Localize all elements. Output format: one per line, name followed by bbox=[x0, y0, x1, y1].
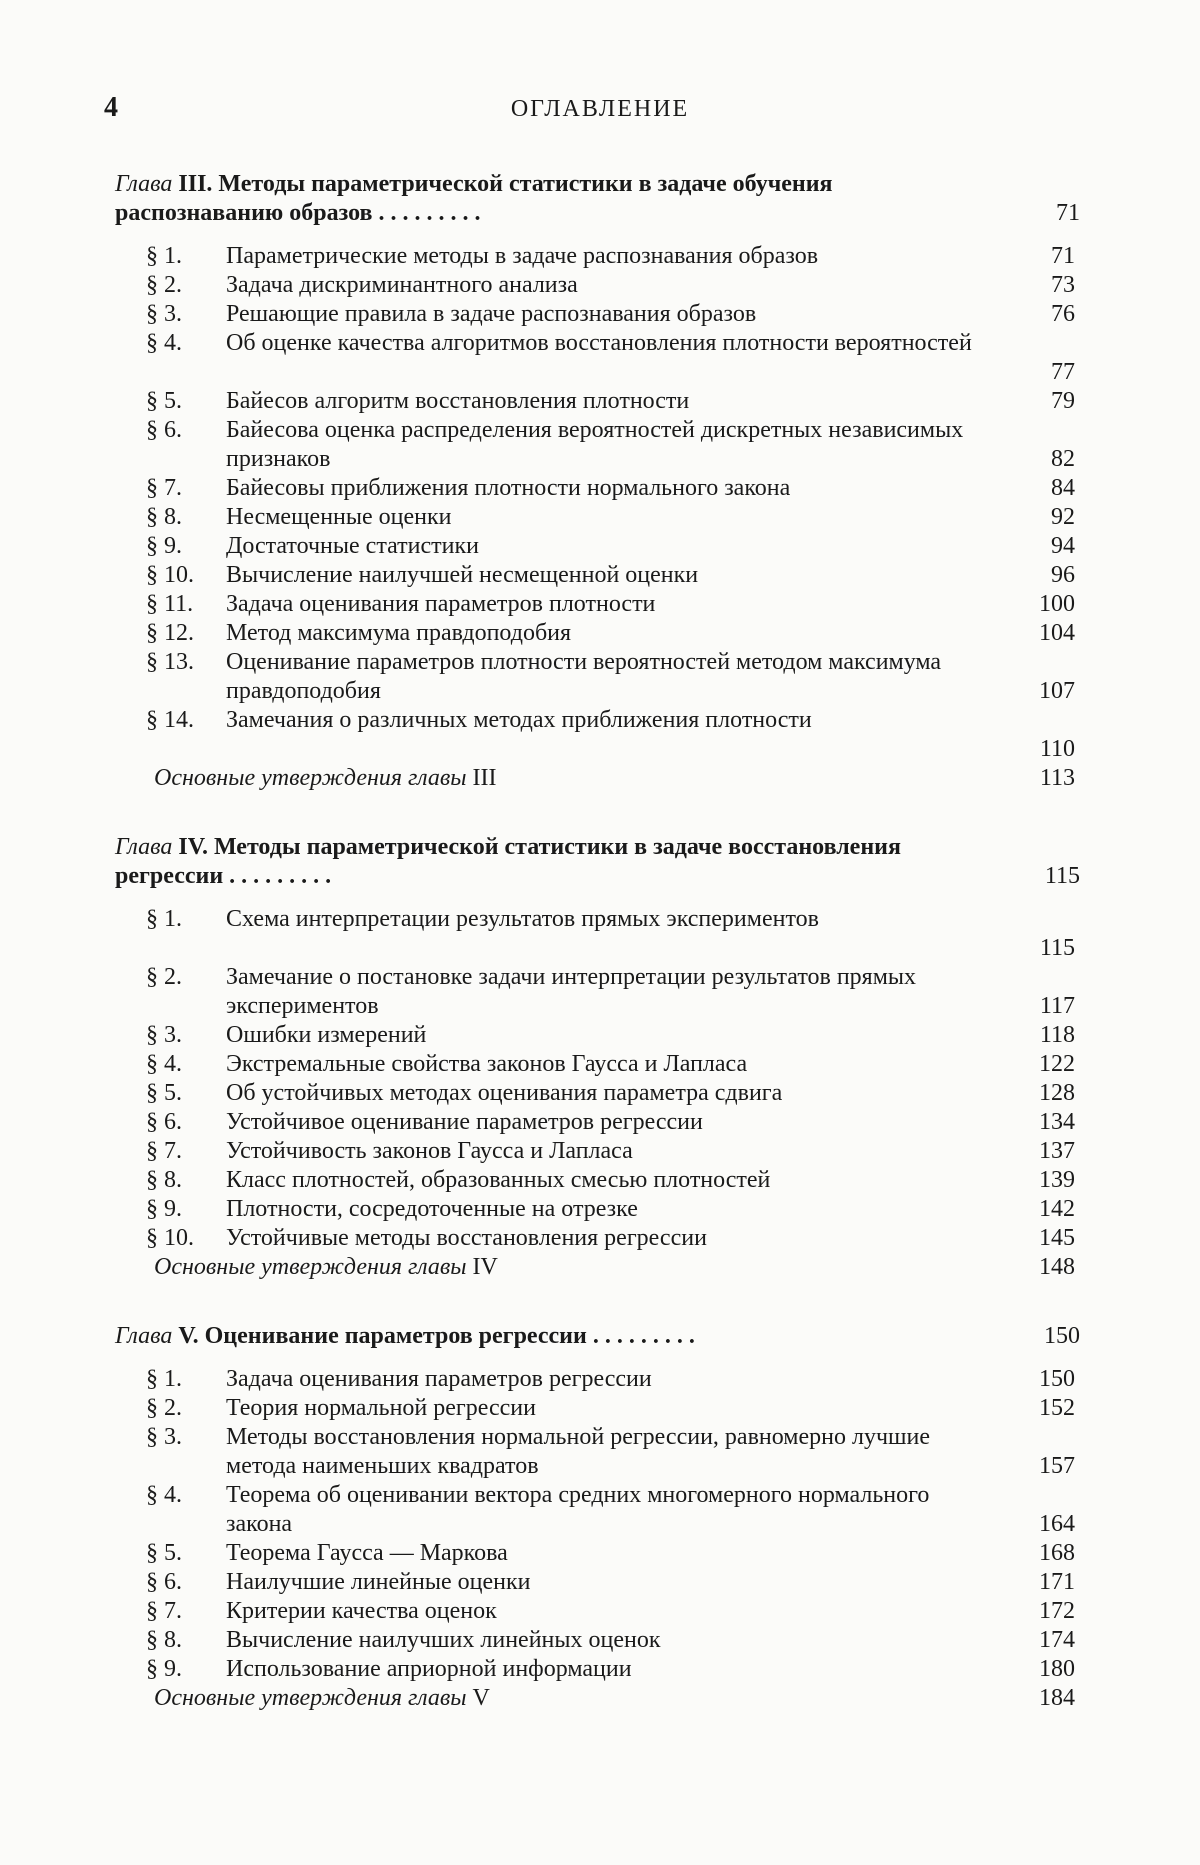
section-number: § 6. bbox=[146, 1569, 182, 1595]
section-page: 157 bbox=[1039, 1453, 1075, 1479]
toc-entry bbox=[0, 1539, 1200, 1568]
summary-text: Основные утверждения главы bbox=[154, 1254, 467, 1280]
section-title: Теорема Гаусса — Маркова bbox=[226, 1540, 508, 1566]
section-title: Байесовы приближения плотности нормального закона bbox=[226, 475, 791, 501]
section-page: 134 bbox=[1039, 1109, 1075, 1135]
chapter-label: Глава bbox=[115, 171, 173, 197]
section-page: 73 bbox=[1051, 272, 1075, 298]
section-title: Экстремальные свойства законов Гаусса и Лапласа bbox=[226, 1051, 748, 1077]
section-page: 139 bbox=[1039, 1167, 1075, 1193]
section-number: § 1. bbox=[146, 906, 182, 932]
section-page: 164 bbox=[1039, 1511, 1075, 1537]
chapter-title: Методы параметрической статистики в задаче обучения распознаванию образов bbox=[115, 171, 833, 226]
toc-entry bbox=[0, 329, 1200, 387]
section-number: § 5. bbox=[146, 1080, 182, 1106]
section-title: Устойчивое оценивание параметров регрессии bbox=[226, 1109, 703, 1135]
section-page: 117 bbox=[1039, 993, 1075, 1019]
toc-entry bbox=[0, 1108, 1200, 1137]
table-of-contents bbox=[0, 170, 1200, 1713]
section-title: Решающие правила в задаче распознавания образов bbox=[226, 301, 757, 327]
toc-entry bbox=[0, 387, 1200, 416]
toc-entry bbox=[0, 1050, 1200, 1079]
toc-entry bbox=[0, 561, 1200, 590]
chapter-title: Оценивание параметров регрессии bbox=[204, 1323, 587, 1349]
summary-page: 113 bbox=[1039, 765, 1075, 791]
section-title: Ошибки измерений bbox=[226, 1022, 427, 1048]
section-title: Вычисление наилучших линейных оценок bbox=[226, 1627, 661, 1653]
page-header bbox=[0, 92, 1200, 132]
section-page: 76 bbox=[1051, 301, 1075, 327]
chapter-v bbox=[0, 1322, 1200, 1713]
chapter-iv bbox=[0, 833, 1200, 1282]
section-number: § 4. bbox=[146, 1051, 182, 1077]
section-title: Теория нормальной регрессии bbox=[226, 1395, 536, 1421]
section-number: § 3. bbox=[146, 1424, 182, 1450]
toc-entry bbox=[0, 1423, 1200, 1481]
section-number: § 5. bbox=[146, 1540, 182, 1566]
section-page: 92 bbox=[1051, 504, 1075, 530]
section-title: Несмещенные оценки bbox=[226, 504, 452, 530]
toc-entry bbox=[0, 590, 1200, 619]
section-number: § 9. bbox=[146, 533, 182, 559]
section-title: Байесов алгоритм восстановления плотности bbox=[226, 388, 690, 414]
section-page: 107 bbox=[1039, 678, 1075, 704]
page-number: 4 bbox=[104, 92, 118, 123]
section-number: § 6. bbox=[146, 417, 182, 443]
chapter-summary bbox=[0, 764, 1200, 793]
section-page: 82 bbox=[1051, 446, 1075, 472]
section-page: 172 bbox=[1039, 1598, 1075, 1624]
section-page: 171 bbox=[1039, 1569, 1075, 1595]
toc-entry bbox=[0, 300, 1200, 329]
toc-entry bbox=[0, 963, 1200, 1021]
toc-entry bbox=[0, 1568, 1200, 1597]
section-title: Методы восстановления нормальной регрессии, равномерно лучшие метода наименьших квадратов bbox=[226, 1424, 931, 1479]
section-page: 145 bbox=[1039, 1225, 1075, 1251]
section-page: 168 bbox=[1039, 1540, 1075, 1566]
section-number: § 14. bbox=[146, 707, 194, 733]
section-number: § 3. bbox=[146, 1022, 182, 1048]
toc-entry bbox=[0, 242, 1200, 271]
section-page: 137 bbox=[1039, 1138, 1075, 1164]
chapter-label: Глава bbox=[115, 834, 173, 860]
section-title: Класс плотностей, образованных смесью плотностей bbox=[226, 1167, 771, 1193]
section-number: § 2. bbox=[146, 272, 182, 298]
section-number: § 3. bbox=[146, 301, 182, 327]
section-page: 115 bbox=[1039, 935, 1075, 961]
chapter-heading: Глава V. Оценивание параметров регрессии ......... 150 bbox=[115, 1323, 1080, 1349]
section-page: 128 bbox=[1039, 1080, 1075, 1106]
section-title: Метод максимума правдоподобия bbox=[226, 620, 572, 646]
toc-entry bbox=[0, 1137, 1200, 1166]
section-title: Плотности, сосредоточенные на отрезке bbox=[226, 1196, 638, 1222]
section-page: 94 bbox=[1051, 533, 1075, 559]
section-number: § 8. bbox=[146, 1627, 182, 1653]
chapter-numeral: V. bbox=[178, 1323, 199, 1349]
toc-entry bbox=[0, 905, 1200, 963]
summary-page: 184 bbox=[1039, 1685, 1075, 1711]
section-page: 152 bbox=[1039, 1395, 1075, 1421]
section-number: § 9. bbox=[146, 1656, 182, 1682]
section-number: § 10. bbox=[146, 1225, 194, 1251]
chapter-label: Глава bbox=[115, 1323, 173, 1349]
toc-entry bbox=[0, 1394, 1200, 1423]
section-number: § 5. bbox=[146, 388, 182, 414]
chapter-page: 115 bbox=[1044, 863, 1080, 889]
summary-text: Основные утверждения главы bbox=[154, 1685, 467, 1711]
section-number: § 13. bbox=[146, 649, 194, 675]
section-title: Параметрические методы в задаче распознавания образов bbox=[226, 243, 819, 269]
toc-entry bbox=[0, 1597, 1200, 1626]
toc-entry bbox=[0, 1481, 1200, 1539]
section-number: § 9. bbox=[146, 1196, 182, 1222]
section-page: 122 bbox=[1039, 1051, 1075, 1077]
section-page: 96 bbox=[1051, 562, 1075, 588]
section-number: § 6. bbox=[146, 1109, 182, 1135]
summary-numeral: V bbox=[472, 1685, 490, 1711]
chapter-summary bbox=[0, 1684, 1200, 1713]
section-title: Устойчивость законов Гаусса и Лапласа bbox=[226, 1138, 633, 1164]
section-number: § 4. bbox=[146, 1482, 182, 1508]
section-number: § 7. bbox=[146, 475, 182, 501]
section-page: 100 bbox=[1039, 591, 1075, 617]
section-page: 77 bbox=[1051, 359, 1075, 385]
section-number: § 8. bbox=[146, 504, 182, 530]
section-title: Наилучшие линейные оценки bbox=[226, 1569, 531, 1595]
toc-entry bbox=[0, 648, 1200, 706]
section-number: § 1. bbox=[146, 243, 182, 269]
section-title: Замечание о постановке задачи интерпретации результатов прямых экспериментов bbox=[226, 964, 917, 1019]
section-title: Вычисление наилучшей несмещенной оценки bbox=[226, 562, 699, 588]
chapter-title: Методы параметрической статистики в задаче восстановления регрессии bbox=[115, 834, 901, 889]
chapter-numeral: III. bbox=[178, 171, 213, 197]
section-title: Схема интерпретации результатов прямых экспериментов bbox=[226, 906, 819, 932]
toc-entry bbox=[0, 1655, 1200, 1684]
toc-entry bbox=[0, 619, 1200, 648]
section-number: § 10. bbox=[146, 562, 194, 588]
chapter-heading: Глава III. Методы параметрической статистики в задаче обучения распознаванию образов ......... 71 bbox=[115, 171, 1080, 226]
chapter-page: 71 bbox=[1056, 200, 1080, 226]
toc-entry bbox=[0, 503, 1200, 532]
section-page: 104 bbox=[1039, 620, 1075, 646]
section-number: § 11. bbox=[146, 591, 194, 617]
section-title: Оценивание параметров плотности вероятностей методом максимума правдоподобия bbox=[226, 649, 942, 704]
section-number: § 7. bbox=[146, 1138, 182, 1164]
chapter-numeral: IV. bbox=[178, 834, 208, 860]
toc-entry bbox=[0, 1195, 1200, 1224]
section-number: § 1. bbox=[146, 1366, 182, 1392]
section-number: § 12. bbox=[146, 620, 194, 646]
toc-entry bbox=[0, 1626, 1200, 1655]
section-title: Устойчивые методы восстановления регрессии bbox=[226, 1225, 707, 1251]
summary-numeral: III bbox=[472, 765, 497, 791]
section-page: 142 bbox=[1039, 1196, 1075, 1222]
section-title: Теорема об оценивании вектора средних многомерного нормального закона bbox=[226, 1482, 930, 1537]
section-page: 174 bbox=[1039, 1627, 1075, 1653]
toc-entry bbox=[0, 706, 1200, 764]
section-title: Байесова оценка распределения вероятностей дискретных независимых признаков bbox=[226, 417, 964, 472]
summary-numeral: IV bbox=[472, 1254, 498, 1280]
toc-entry bbox=[0, 416, 1200, 474]
section-page: 110 bbox=[1039, 736, 1075, 762]
chapter-summary bbox=[0, 1253, 1200, 1282]
section-number: § 4. bbox=[146, 330, 182, 356]
section-page: 150 bbox=[1039, 1366, 1075, 1392]
section-number: § 2. bbox=[146, 1395, 182, 1421]
toc-entry bbox=[0, 1224, 1200, 1253]
toc-entry bbox=[0, 532, 1200, 561]
section-title: Об устойчивых методах оценивания параметра сдвига bbox=[226, 1080, 783, 1106]
section-number: § 7. bbox=[146, 1598, 182, 1624]
section-title: Задача дискриминантного анализа bbox=[226, 272, 578, 298]
section-number: § 8. bbox=[146, 1167, 182, 1193]
section-title: Замечания о различных методах приближения плотности bbox=[226, 707, 812, 733]
section-title: Критерии качества оценок bbox=[226, 1598, 497, 1624]
toc-entry bbox=[0, 1365, 1200, 1394]
section-title: Задача оценивания параметров регрессии bbox=[226, 1366, 652, 1392]
section-title: Об оценке качества алгоритмов восстановления плотности вероятностей bbox=[226, 330, 972, 356]
section-page: 79 bbox=[1051, 388, 1075, 414]
section-title: Задача оценивания параметров плотности bbox=[226, 591, 656, 617]
section-title: Использование априорной информации bbox=[226, 1656, 632, 1682]
section-page: 118 bbox=[1039, 1022, 1075, 1048]
summary-page: 148 bbox=[1039, 1254, 1075, 1280]
section-page: 71 bbox=[1051, 243, 1075, 269]
toc-entry bbox=[0, 271, 1200, 300]
toc-entry bbox=[0, 1166, 1200, 1195]
section-title: Достаточные статистики bbox=[226, 533, 479, 559]
toc-entry bbox=[0, 1021, 1200, 1050]
chapter-iii bbox=[0, 170, 1200, 793]
summary-text: Основные утверждения главы bbox=[154, 765, 467, 791]
toc-entry bbox=[0, 474, 1200, 503]
section-page: 84 bbox=[1051, 475, 1075, 501]
running-head: ОГЛАВЛЕНИЕ bbox=[510, 96, 690, 122]
toc-entry bbox=[0, 1079, 1200, 1108]
chapter-heading: Глава IV. Методы параметрической статистики в задаче восстановления регрессии ......... 115 bbox=[115, 834, 1080, 889]
section-number: § 2. bbox=[146, 964, 182, 990]
chapter-page: 150 bbox=[1044, 1323, 1080, 1349]
section-page: 180 bbox=[1039, 1656, 1075, 1682]
